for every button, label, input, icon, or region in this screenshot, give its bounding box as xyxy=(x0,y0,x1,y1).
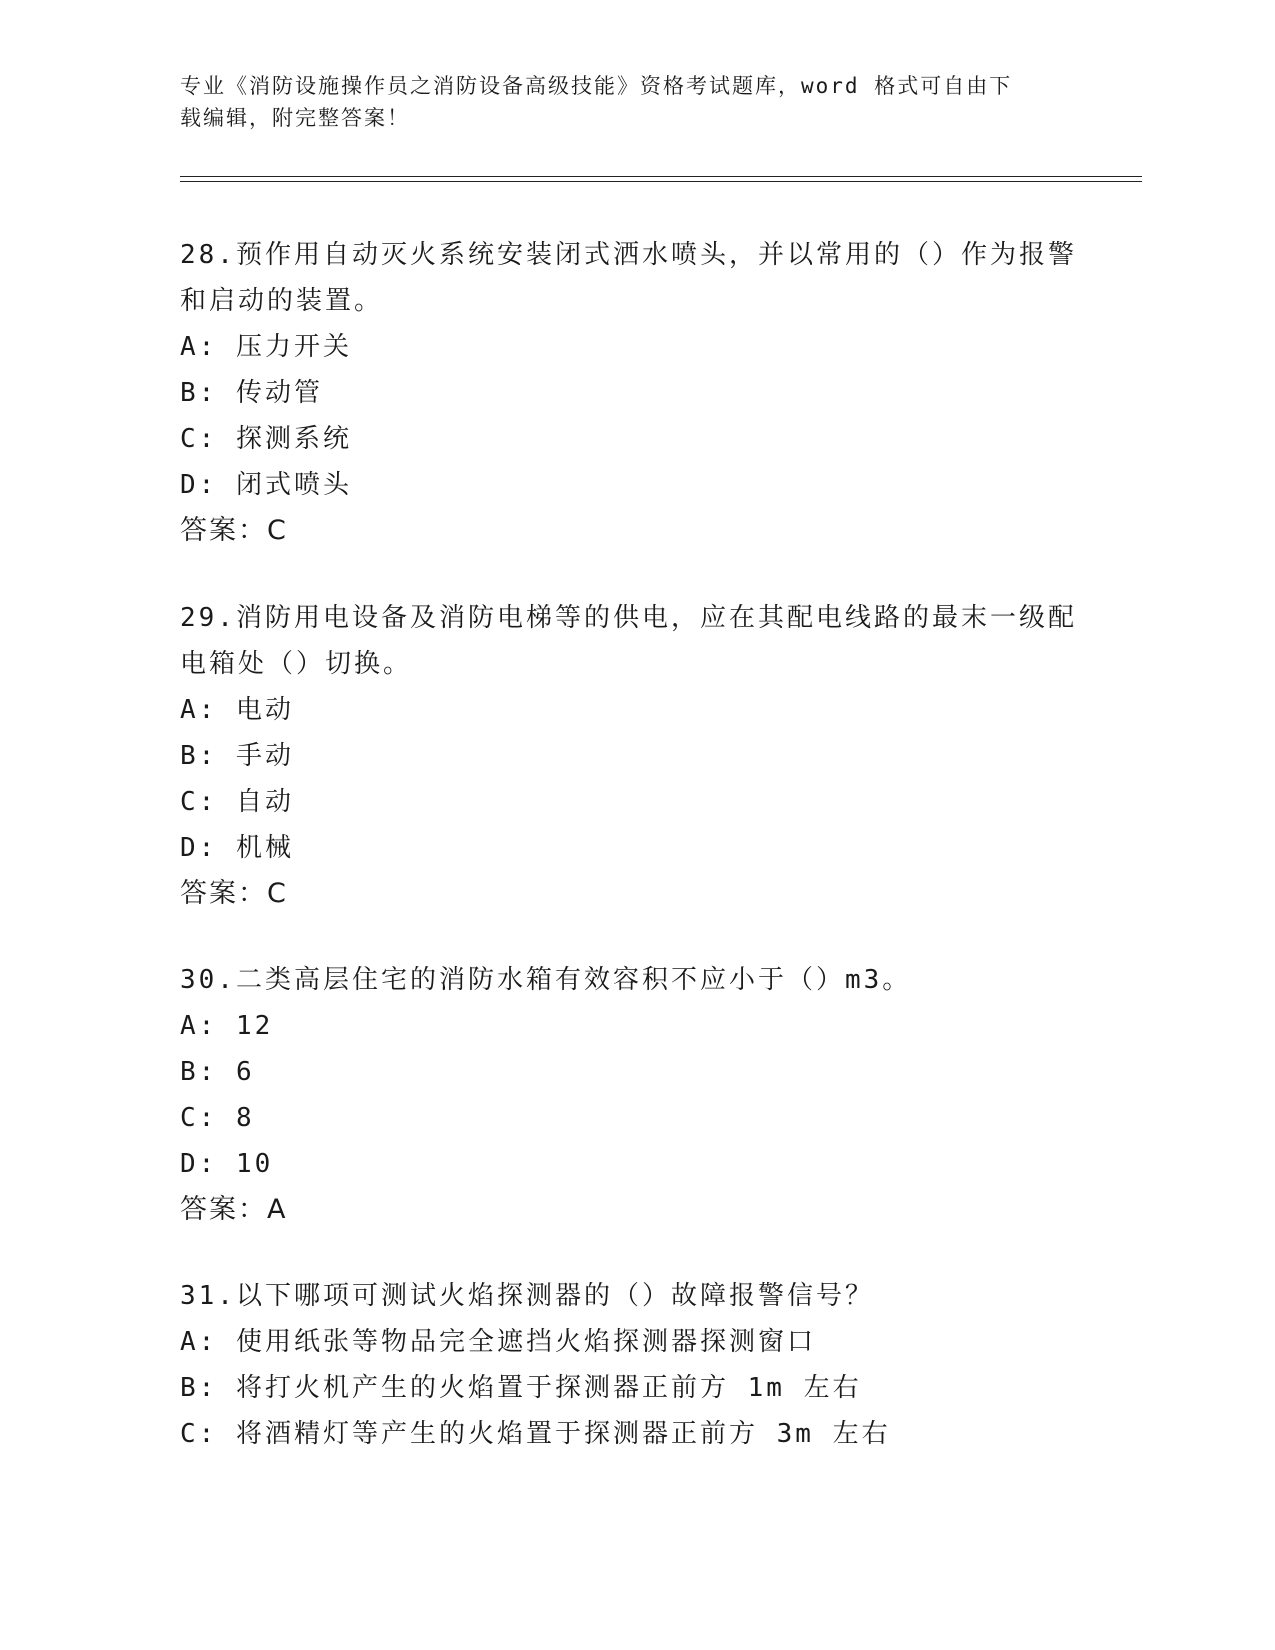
question-stem-continued: 和启动的装置。 xyxy=(180,286,384,316)
header-line-2: 载编辑，附完整答案！ xyxy=(180,106,410,130)
option-c: C: 自动 xyxy=(180,787,294,817)
option-a: A: 使用纸张等物品完全遮挡火焰探测器探测窗口 xyxy=(180,1327,816,1357)
option-a: A: 电动 xyxy=(180,695,294,725)
option-c: C: 将酒精灯等产生的火焰置于探测器正前方 3m 左右 xyxy=(180,1419,891,1449)
option-b: B: 6 xyxy=(180,1057,255,1087)
document-header xyxy=(180,70,1060,134)
question-31 xyxy=(180,1273,1080,1457)
question-28 xyxy=(180,232,1080,554)
question-stem-continued: 电箱处（）切换。 xyxy=(180,649,413,679)
option-c: C: 8 xyxy=(180,1103,255,1133)
option-c: C: 探测系统 xyxy=(180,424,352,454)
answer: 答案：A xyxy=(180,1194,288,1225)
option-a: A: 12 xyxy=(180,1011,274,1041)
question-stem: 30.二类高层住宅的消防水箱有效容积不应小于（）m3。 xyxy=(180,965,912,995)
answer: 答案：C xyxy=(180,515,288,546)
header-rule-top xyxy=(180,176,1142,177)
question-30 xyxy=(180,957,1080,1233)
option-b: B: 将打火机产生的火焰置于探测器正前方 1m 左右 xyxy=(180,1373,862,1403)
header-rule-bottom xyxy=(180,181,1142,182)
question-29 xyxy=(180,595,1080,917)
option-b: B: 手动 xyxy=(180,741,294,771)
question-stem: 28.预作用自动灭火系统安装闭式洒水喷头，并以常用的（）作为报警 xyxy=(180,240,1077,270)
answer: 答案：C xyxy=(180,878,288,909)
option-a: A: 压力开关 xyxy=(180,332,352,362)
option-d: D: 闭式喷头 xyxy=(180,470,352,500)
question-stem: 31.以下哪项可测试火焰探测器的（）故障报警信号？ xyxy=(180,1281,874,1311)
header-line-1: 专业《消防设施操作员之消防设备高级技能》资格考试题库，word 格式可自由下 xyxy=(180,74,1013,98)
option-d: D: 机械 xyxy=(180,833,294,863)
option-b: B: 传动管 xyxy=(180,378,323,408)
option-d: D: 10 xyxy=(180,1149,274,1179)
question-stem: 29.消防用电设备及消防电梯等的供电，应在其配电线路的最末一级配 xyxy=(180,603,1077,633)
